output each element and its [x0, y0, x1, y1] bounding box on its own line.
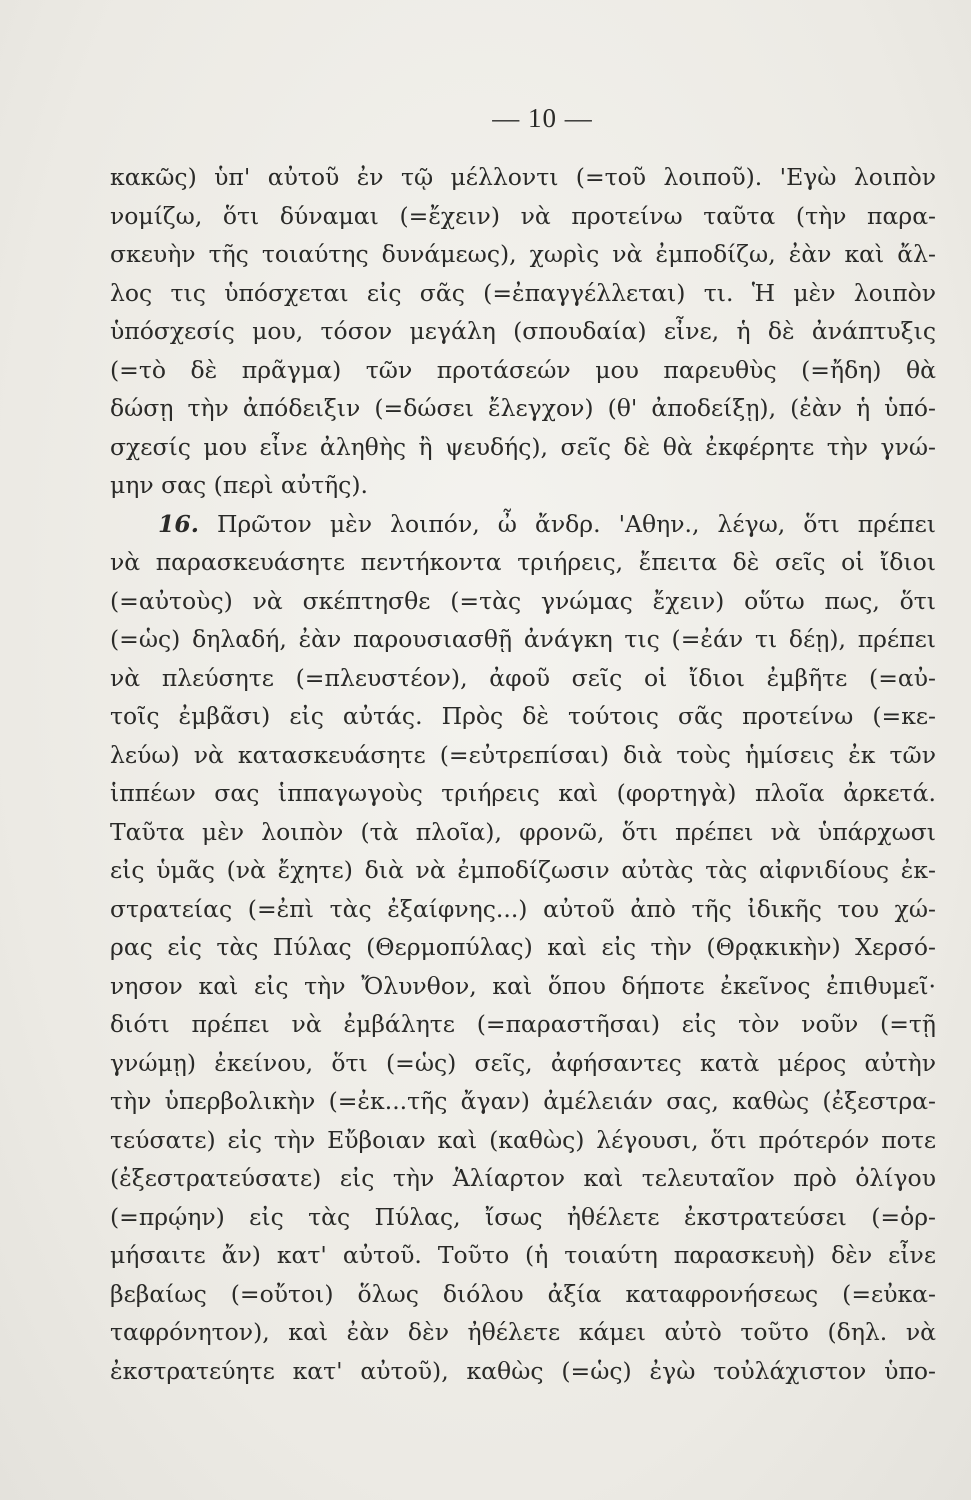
text-line: ὑπόσχεσίς μου, τόσον μεγάλη (σπουδαία) εἶνε, ἡ δὲ ἀνάπτυξις: [110, 317, 936, 345]
text-line: τοῖς ἐμβᾶσι) εἰς αὐτάς. Πρὸς δὲ τούτοις σᾶς προτείνω (=κε-: [110, 702, 936, 730]
text-line: μην σας (περὶ αὐτῆς).: [110, 471, 368, 499]
text-line: Ταῦτα μὲν λοιπὸν (τὰ πλοῖα), φρονῶ, ὅτι πρέπει νὰ ὑπάρχωσι: [110, 817, 936, 846]
text-line: νὰ πλεύσητε (=πλευστέον), ἀφοῦ σεῖς οἱ ἴδιοι ἐμβῆτε (=αὐ-: [110, 663, 936, 692]
text-line: (=αὐτοὺς) νὰ σκέπτησθε (=τὰς γνώμας ἔχειν) οὕτω πως, ὅτι: [110, 586, 936, 615]
text-line-content: Πρῶτον μὲν λοιπόν, ὦ ἄνδρ. 'Αθην., λέγω, ὅτι πρέπει: [216, 509, 936, 538]
text-line: ταφρόνητον), καὶ ἐὰν δὲν ἠθέλετε κάμει αὐτὸ τοῦτο (δηλ. νὰ: [110, 1318, 936, 1346]
text-line: γνώμῃ) ἐκείνου, ὅτι (=ὡς) σεῖς, ἀφήσαντες κατὰ μέρος αὐτὴν: [110, 1048, 936, 1077]
text-line: νὰ παρασκευάσητε πεντήκοντα τριήρεις, ἔπειτα δὲ σεῖς οἱ ἴδιοι: [110, 548, 936, 576]
text-line: κακῶς) ὑπ' αὐτοῦ ἐν τῷ μέλλοντι (=τοῦ λοιποῦ). 'Εγὼ λοιπὸν: [110, 163, 936, 191]
text-line: ἱππέων σας ἱππαγωγοὺς τριήρεις καὶ (φορτηγὰ) πλοῖα ἀρκετά.: [110, 779, 936, 807]
text-line: λεύω) νὰ κατασκευάσητε (=εὐτρεπίσαι) διὰ τοὺς ἡμίσεις ἐκ τῶν: [110, 740, 936, 769]
page-number: — 10 —: [492, 103, 593, 133]
text-line: δώσῃ τὴν ἀπόδειξιν (=δώσει ἔλεγχον) (θ' ἀποδείξῃ), (ἐὰν ἡ ὑπό-: [110, 394, 936, 422]
text-line: (=τὸ δὲ πρᾶγμα) τῶν προτάσεών μου παρευθὺς (=ἤδη) θὰ: [110, 355, 936, 384]
section-16-first-line: [110, 505, 936, 544]
body-text: [110, 158, 936, 1390]
text-line: σκευὴν τῆς τοιαύτης δυνάμεως), χωρὶς νὰ ἐμποδίζω, ἐὰν καὶ ἄλ-: [110, 240, 936, 268]
text-line: (=ὡς) δηλαδή, ἐὰν παρουσιασθῇ ἀνάγκη τις (=ἐάν τι δέῃ), πρέπει: [110, 625, 936, 653]
text-line: (=πρῴην) εἰς τὰς Πύλας, ἴσως ἠθέλετε ἐκστρατεύσει (=ὁρ-: [110, 1202, 936, 1231]
section-number: 16.: [158, 509, 199, 538]
text-line: βεβαίως (=οὔτοι) ὅλως διόλου ἀξία καταφρονήσεως (=εὐκα-: [110, 1279, 936, 1308]
text-line: τὴν ὑπερβολικὴν (=ἐκ...τῆς ἄγαν) ἀμέλειάν σας, καθὼς (ἐξεστρα-: [110, 1087, 936, 1115]
text-line: στρατείας (=ἐπὶ τὰς ἐξαίφνης...) αὐτοῦ ἀπὸ τῆς ἰδικῆς του χώ-: [110, 894, 936, 923]
text-line: νησον καὶ εἰς τὴν Ὄλυνθον, καὶ ὅπου δήποτε ἐκεῖνος ἐπιθυμεῖ·: [110, 971, 936, 1000]
text-line: ἐκστρατεύητε κατ' αὐτοῦ), καθὼς (=ὡς) ἐγὼ τοὐλάχιστον ὑπο-: [110, 1356, 936, 1385]
text-line: ρας εἰς τὰς Πύλας (Θερμοπύλας) καὶ εἰς τὴν (Θρᾳκικὴν) Χερσό-: [110, 933, 936, 961]
text-line: εἰς ὑμᾶς (νὰ ἔχητε) διὰ νὰ ἐμποδίζωσιν αὐτὰς τὰς αἰφνιδίους ἐκ-: [110, 856, 936, 884]
text-line: (ἐξεστρατεύσατε) εἰς τὴν Ἁλίαρτον καὶ τελευταῖον πρὸ ὀλίγου: [110, 1164, 936, 1192]
text-line: λος τις ὑπόσχεται εἰς σᾶς (=ἐπαγγέλλεται) τι. Ἡ μὲν λοιπὸν: [110, 278, 936, 307]
text-line: μήσαιτε ἄν) κατ' αὐτοῦ. Τοῦτο (ἡ τοιαύτη παρασκευὴ) δὲν εἶνε: [110, 1241, 936, 1269]
text-line: νομίζω, ὅτι δύναμαι (=ἔχειν) νὰ προτείνω ταῦτα (τὴν παρα-: [110, 201, 936, 230]
text-line: διότι πρέπει νὰ ἐμβάλητε (=παραστῆσαι) εἰς τὸν νοῦν (=τῇ: [110, 1010, 936, 1038]
text-line: τεύσατε) εἰς τὴν Εὔβοιαν καὶ (καθὼς) λέγουσι, ὅτι πρότερόν ποτε: [110, 1125, 936, 1154]
text-line: σχεσίς μου εἶνε ἀληθὴς ἢ ψευδής), σεῖς δὲ θὰ ἐκφέρητε τὴν γνώ-: [110, 432, 936, 461]
